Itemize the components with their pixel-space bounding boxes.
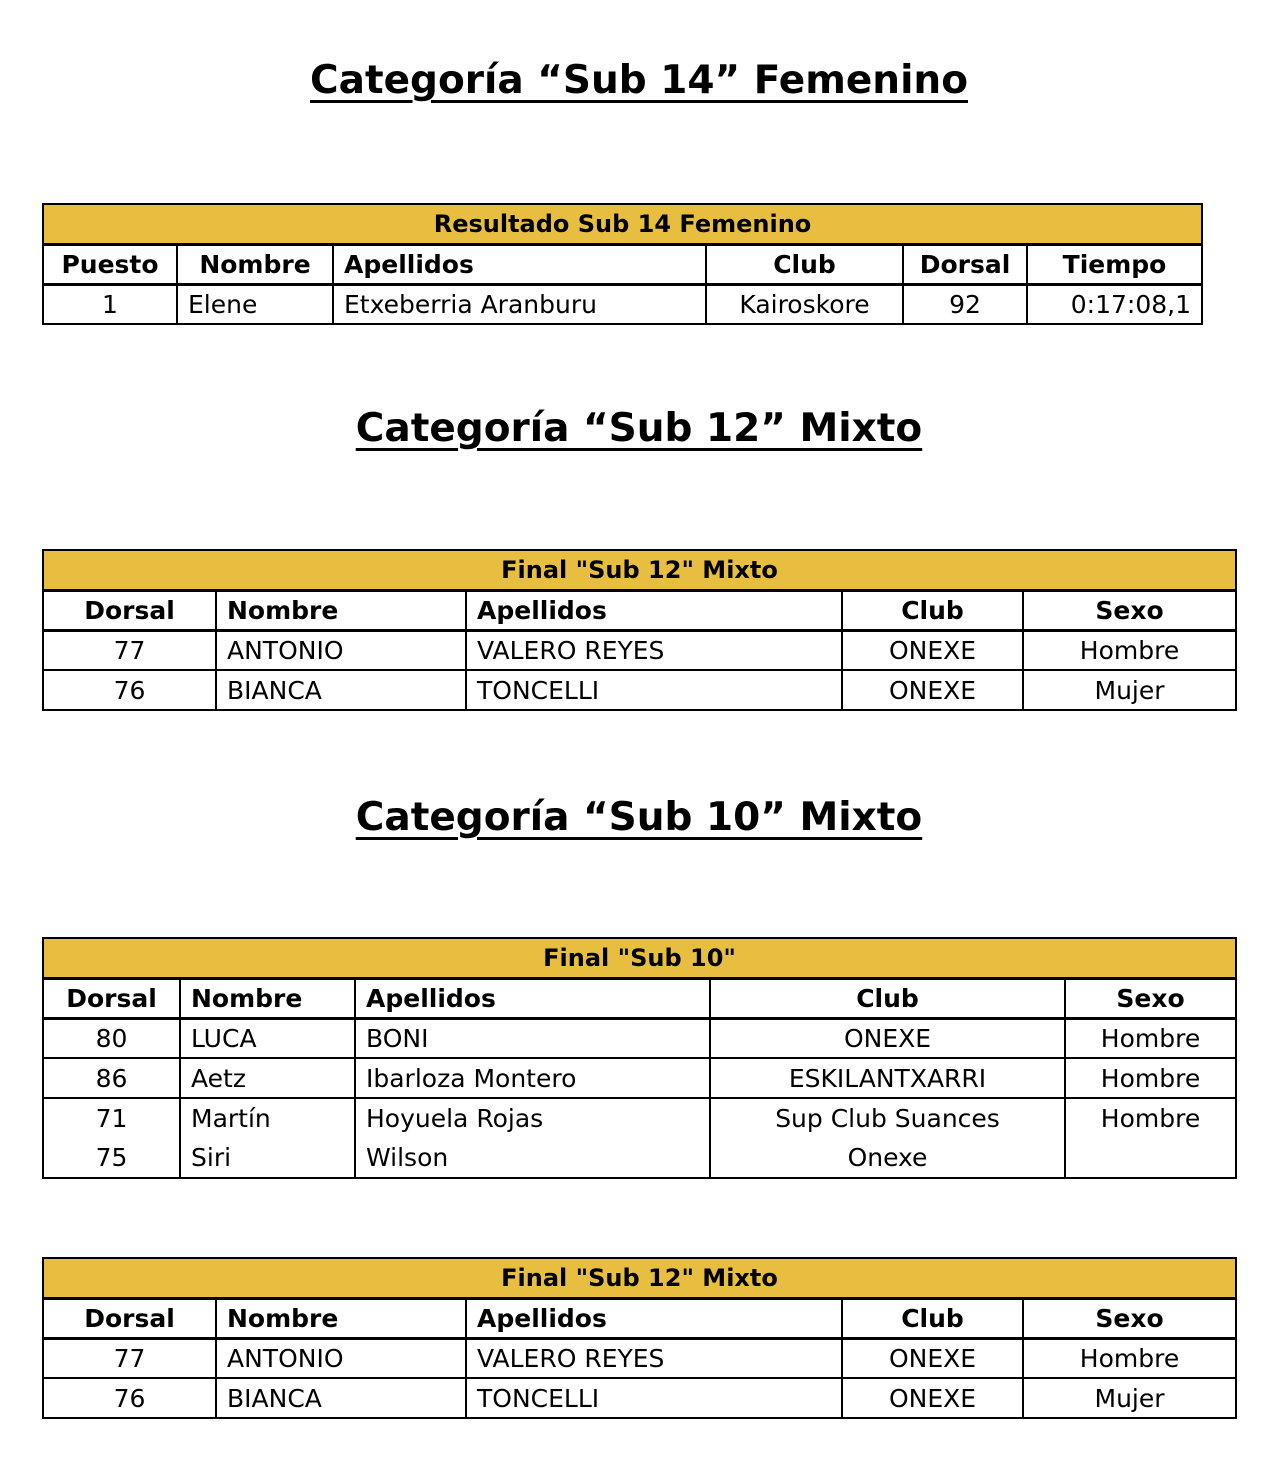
cell-apellidos: Etxeberria Aranburu xyxy=(333,284,706,324)
results-table-sub12-repeat xyxy=(42,1257,1237,1419)
cell-nombre: Elene xyxy=(177,284,333,324)
col-header-sexo: Sexo xyxy=(1065,978,1236,1018)
cell-apellidos: Ibarloza Montero xyxy=(355,1058,710,1098)
table-row xyxy=(43,1378,1236,1418)
cell-nombre: ANTONIO xyxy=(216,1338,466,1378)
cell-club: ONEXE xyxy=(710,1018,1065,1058)
cell-nombre: BIANCA xyxy=(216,670,466,710)
cell-nombre: Aetz xyxy=(180,1058,355,1098)
cell-club: Sup Club Suances xyxy=(710,1098,1065,1138)
cell-dorsal: 76 xyxy=(43,670,216,710)
col-header-sexo: Sexo xyxy=(1023,590,1236,630)
table-row xyxy=(43,1098,1236,1138)
cell-apellidos: VALERO REYES xyxy=(466,630,842,670)
cell-club: ONEXE xyxy=(842,1378,1023,1418)
results-table-sub14 xyxy=(42,203,1203,325)
col-header-nombre: Nombre xyxy=(180,978,355,1018)
cell-tiempo: 0:17:08,1 xyxy=(1027,284,1202,324)
results-table-sub12 xyxy=(42,549,1237,711)
table-row xyxy=(43,284,1202,324)
col-header-nombre: Nombre xyxy=(216,590,466,630)
cell-dorsal: 92 xyxy=(903,284,1027,324)
cell-sexo: Hombre xyxy=(1065,1018,1236,1058)
cell-apellidos: Wilson xyxy=(355,1138,710,1178)
results-table-sub10 xyxy=(42,937,1237,1179)
cell-club: Onexe xyxy=(710,1138,1065,1178)
cell-club: ONEXE xyxy=(842,630,1023,670)
col-header-dorsal: Dorsal xyxy=(903,244,1027,284)
cell-puesto: 1 xyxy=(43,284,177,324)
col-header-club: Club xyxy=(706,244,903,284)
table-caption: Resultado Sub 14 Femenino xyxy=(43,204,1202,244)
table-row xyxy=(43,630,1236,670)
cell-nombre: LUCA xyxy=(180,1018,355,1058)
col-header-club: Club xyxy=(842,590,1023,630)
table-row xyxy=(43,1018,1236,1058)
cell-apellidos: TONCELLI xyxy=(466,1378,842,1418)
heading-text: Categoría “Sub 10” Mixto xyxy=(355,795,923,840)
cell-sexo: Hombre xyxy=(1065,1058,1236,1098)
cell-apellidos: Hoyuela Rojas xyxy=(355,1098,710,1138)
cell-sexo: Mujer xyxy=(1023,1378,1236,1418)
col-header-tiempo: Tiempo xyxy=(1027,244,1202,284)
cell-sexo: Hombre xyxy=(1023,630,1236,670)
col-header-puesto: Puesto xyxy=(43,244,177,284)
table-caption: Final "Sub 12" Mixto xyxy=(43,1258,1236,1298)
col-header-nombre: Nombre xyxy=(216,1298,466,1338)
cell-apellidos: VALERO REYES xyxy=(466,1338,842,1378)
cell-sexo: Mujer xyxy=(1023,670,1236,710)
col-header-club: Club xyxy=(842,1298,1023,1338)
cell-nombre: Martín xyxy=(180,1098,355,1138)
col-header-dorsal: Dorsal xyxy=(43,590,216,630)
cell-dorsal: 75 xyxy=(43,1138,180,1178)
cell-nombre: ANTONIO xyxy=(216,630,466,670)
table-row xyxy=(43,1338,1236,1378)
col-header-sexo: Sexo xyxy=(1023,1298,1236,1338)
cell-dorsal: 76 xyxy=(43,1378,216,1418)
col-header-club: Club xyxy=(710,978,1065,1018)
col-header-nombre: Nombre xyxy=(177,244,333,284)
cell-sexo: Hombre xyxy=(1065,1098,1236,1138)
heading-sub12-mixto xyxy=(0,406,1278,452)
cell-apellidos: TONCELLI xyxy=(466,670,842,710)
col-header-apellidos: Apellidos xyxy=(466,1298,842,1338)
heading-text: Categoría “Sub 12” Mixto xyxy=(355,406,923,451)
col-header-apellidos: Apellidos xyxy=(466,590,842,630)
col-header-dorsal: Dorsal xyxy=(43,1298,216,1338)
cell-dorsal: 71 xyxy=(43,1098,180,1138)
cell-club: ONEXE xyxy=(842,670,1023,710)
table-row xyxy=(43,1138,1236,1178)
cell-dorsal: 77 xyxy=(43,630,216,670)
cell-club: ESKILANTXARRI xyxy=(710,1058,1065,1098)
table-row xyxy=(43,1058,1236,1098)
cell-nombre: Siri xyxy=(180,1138,355,1178)
cell-apellidos: BONI xyxy=(355,1018,710,1058)
col-header-apellidos: Apellidos xyxy=(333,244,706,284)
table-caption: Final "Sub 12" Mixto xyxy=(43,550,1236,590)
heading-sub10-mixto xyxy=(0,795,1278,841)
cell-sexo: Hombre xyxy=(1023,1338,1236,1378)
heading-text: Categoría “Sub 14” Femenino xyxy=(310,58,968,103)
cell-dorsal: 80 xyxy=(43,1018,180,1058)
table-row xyxy=(43,670,1236,710)
cell-sexo xyxy=(1065,1138,1236,1178)
heading-sub14-femenino xyxy=(0,58,1278,104)
cell-dorsal: 77 xyxy=(43,1338,216,1378)
cell-club: ONEXE xyxy=(842,1338,1023,1378)
col-header-dorsal: Dorsal xyxy=(43,978,180,1018)
cell-club: Kairoskore xyxy=(706,284,903,324)
col-header-apellidos: Apellidos xyxy=(355,978,710,1018)
cell-nombre: BIANCA xyxy=(216,1378,466,1418)
cell-dorsal: 86 xyxy=(43,1058,180,1098)
table-caption: Final "Sub 10" xyxy=(43,938,1236,978)
